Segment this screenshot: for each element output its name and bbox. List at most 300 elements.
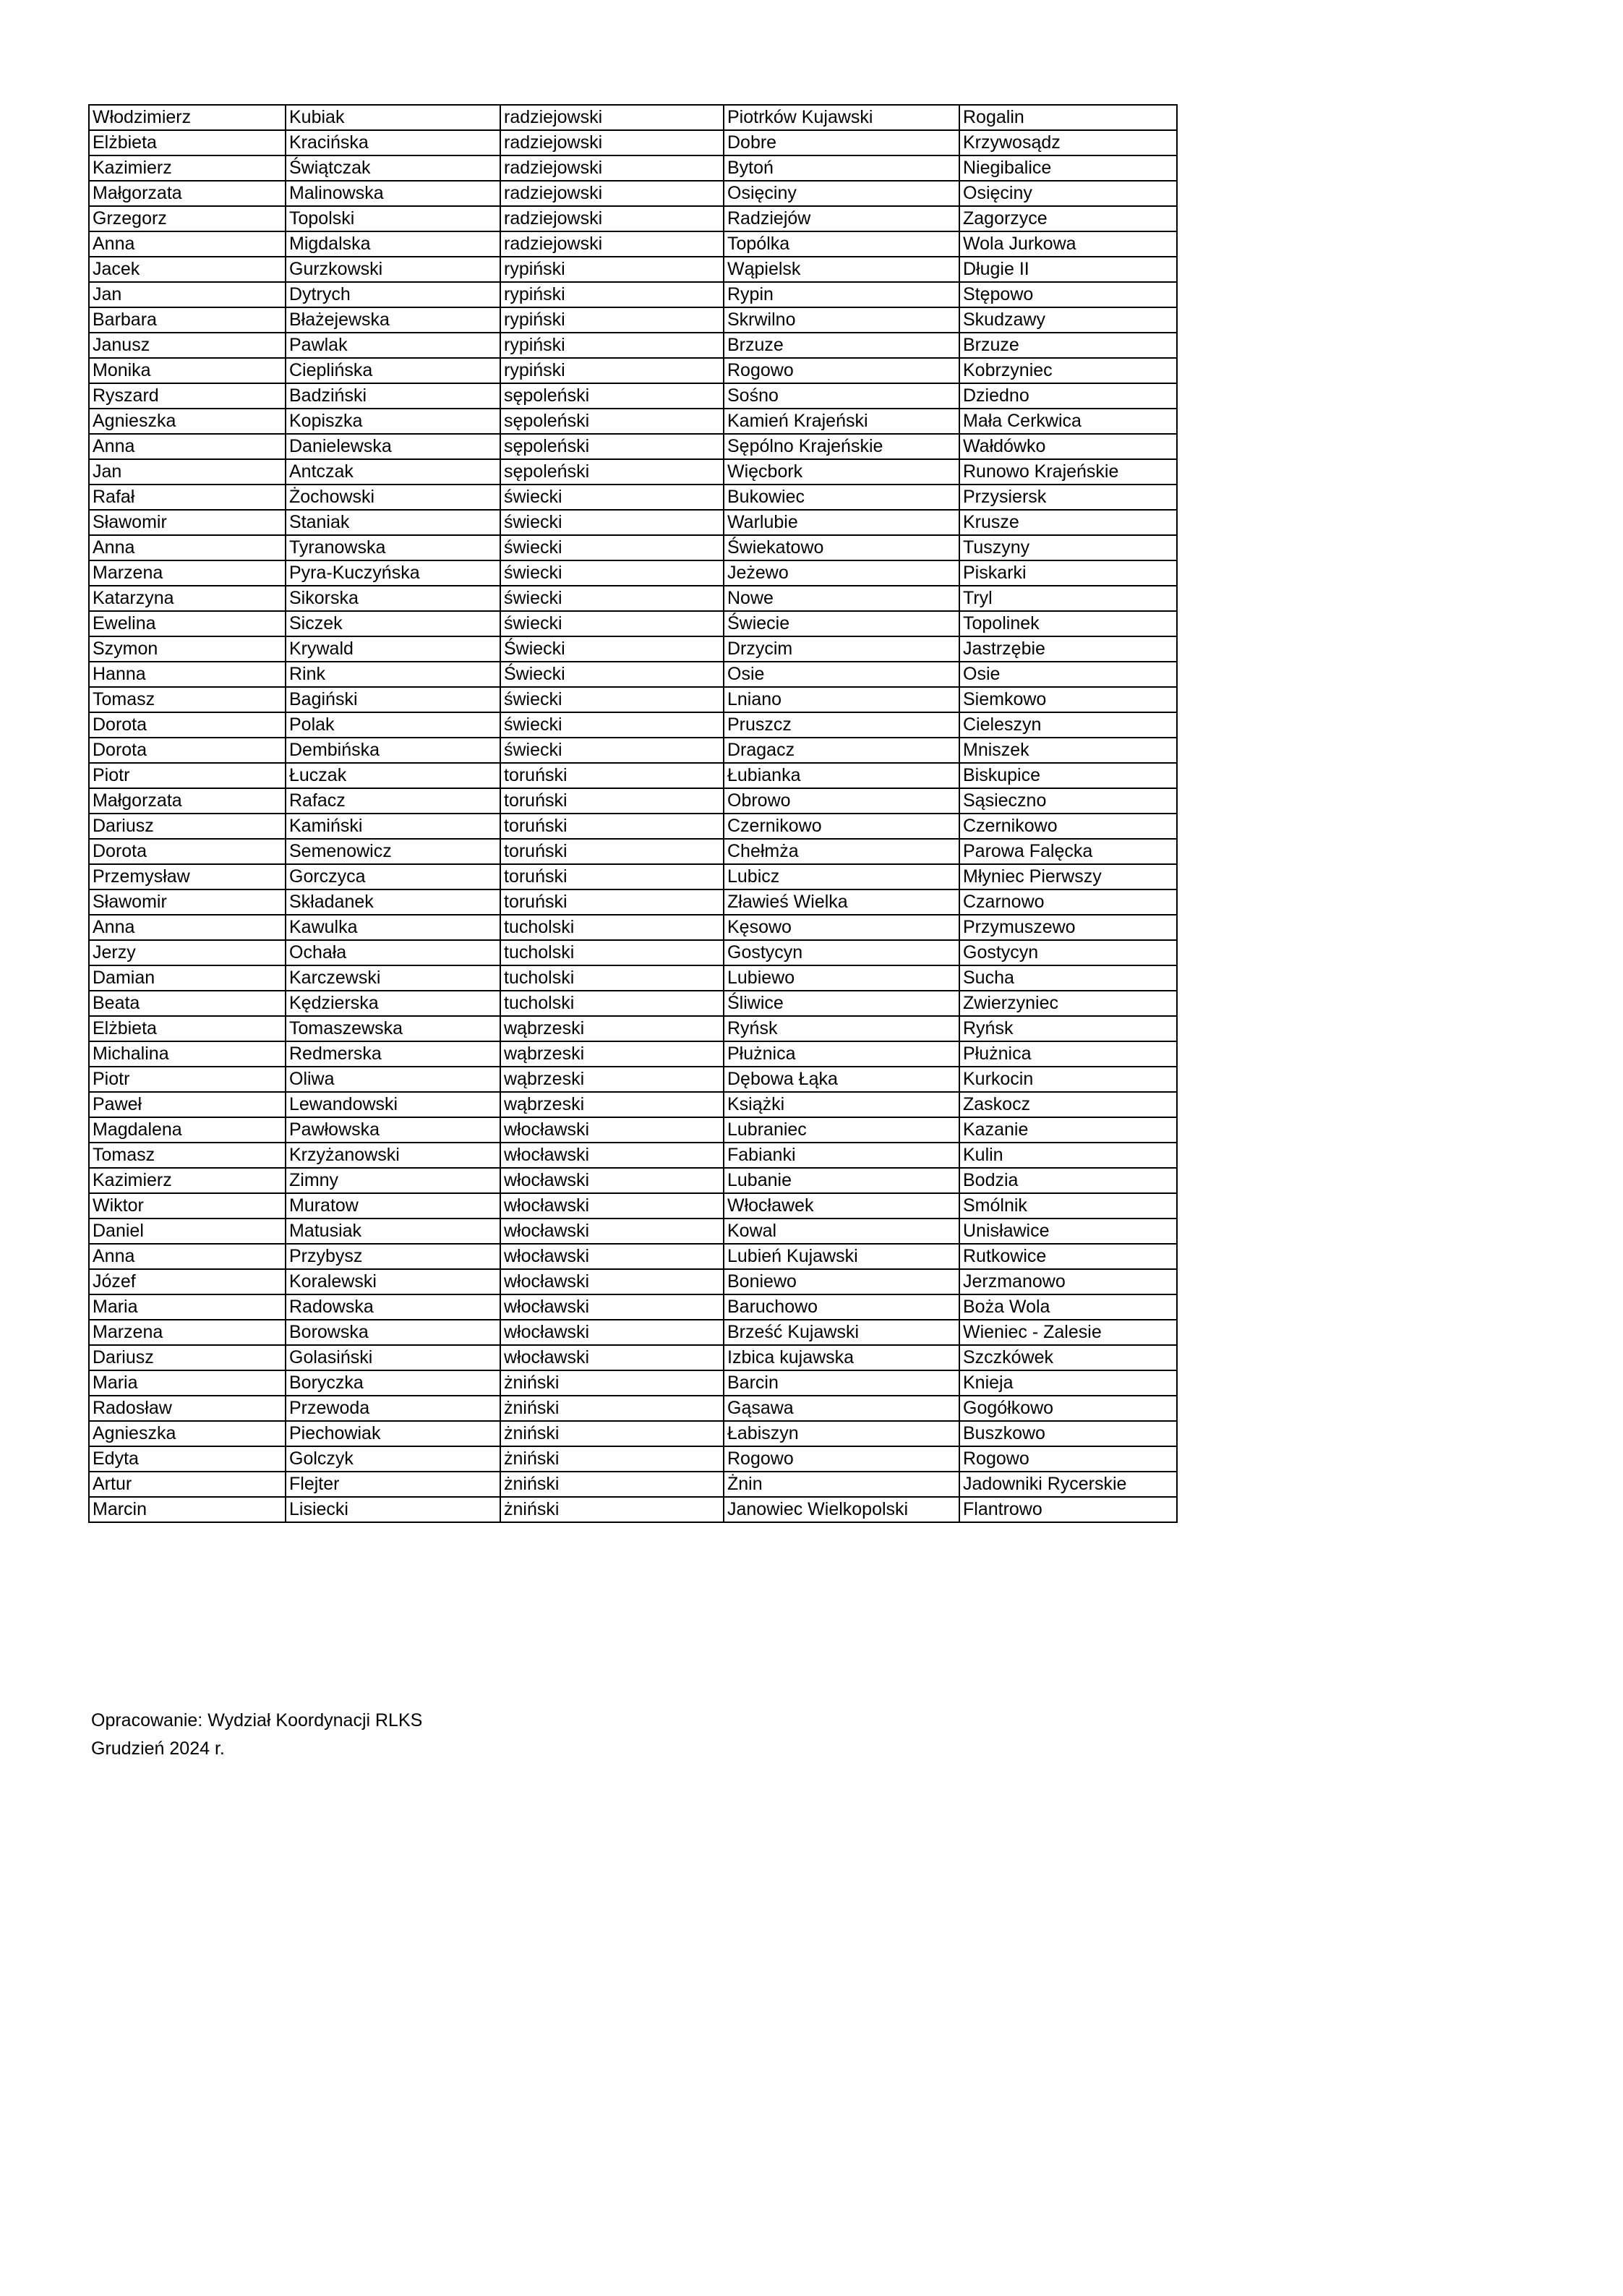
table-row <box>89 1041 1177 1067</box>
village-cell: Przymuszewo <box>959 915 1177 940</box>
municipality-cell: Lubiewo <box>724 965 959 991</box>
first-name-cell: Hanna <box>89 662 286 687</box>
county-cell: żniński <box>500 1421 724 1446</box>
last-name-cell: Dytrych <box>286 282 500 307</box>
municipality-cell: Rypin <box>724 282 959 307</box>
table-row <box>89 181 1177 206</box>
county-cell: radziejowski <box>500 231 724 257</box>
first-name-cell: Józef <box>89 1269 286 1294</box>
table-row <box>89 206 1177 231</box>
village-cell: Mniszek <box>959 738 1177 763</box>
last-name-cell: Piechowiak <box>286 1421 500 1446</box>
table-row <box>89 864 1177 889</box>
county-cell: Świecki <box>500 636 724 662</box>
last-name-cell: Świątczak <box>286 155 500 181</box>
first-name-cell: Artur <box>89 1472 286 1497</box>
county-cell: wąbrzeski <box>500 1016 724 1041</box>
last-name-cell: Cieplińska <box>286 358 500 383</box>
table-row <box>89 763 1177 788</box>
county-cell: rypiński <box>500 307 724 333</box>
table-row <box>89 915 1177 940</box>
village-cell: Zwierzyniec <box>959 991 1177 1016</box>
municipality-cell: Włocławek <box>724 1193 959 1219</box>
county-cell: żniński <box>500 1497 724 1522</box>
last-name-cell: Flejter <box>286 1472 500 1497</box>
village-cell: Cieleszyn <box>959 712 1177 738</box>
county-cell: radziejowski <box>500 130 724 155</box>
county-cell: wąbrzeski <box>500 1092 724 1117</box>
last-name-cell: Przybysz <box>286 1244 500 1269</box>
first-name-cell: Kazimierz <box>89 155 286 181</box>
county-cell: sępoleński <box>500 383 724 409</box>
county-cell: włocławski <box>500 1219 724 1244</box>
first-name-cell: Jan <box>89 282 286 307</box>
village-cell: Gogółkowo <box>959 1396 1177 1421</box>
municipality-cell: Lubień Kujawski <box>724 1244 959 1269</box>
first-name-cell: Dorota <box>89 839 286 864</box>
municipality-cell: Wąpielsk <box>724 257 959 282</box>
village-cell: Krusze <box>959 510 1177 535</box>
municipality-cell: Chełmża <box>724 839 959 864</box>
village-cell: Wałdówko <box>959 434 1177 459</box>
first-name-cell: Edyta <box>89 1446 286 1472</box>
last-name-cell: Przewoda <box>286 1396 500 1421</box>
first-name-cell: Agnieszka <box>89 1421 286 1446</box>
table-row <box>89 1193 1177 1219</box>
county-cell: włocławski <box>500 1294 724 1320</box>
village-cell: Biskupice <box>959 763 1177 788</box>
last-name-cell: Topolski <box>286 206 500 231</box>
first-name-cell: Anna <box>89 535 286 560</box>
first-name-cell: Grzegorz <box>89 206 286 231</box>
village-cell: Kobrzyniec <box>959 358 1177 383</box>
first-name-cell: Anna <box>89 1244 286 1269</box>
first-name-cell: Jan <box>89 459 286 485</box>
municipality-cell: Lubicz <box>724 864 959 889</box>
village-cell: Boża Wola <box>959 1294 1177 1320</box>
village-cell: Smólnik <box>959 1193 1177 1219</box>
table-row <box>89 940 1177 965</box>
first-name-cell: Tomasz <box>89 1143 286 1168</box>
county-cell: świecki <box>500 687 724 712</box>
first-name-cell: Katarzyna <box>89 586 286 611</box>
village-cell: Osięciny <box>959 181 1177 206</box>
table-row <box>89 586 1177 611</box>
table-row <box>89 434 1177 459</box>
table-row <box>89 991 1177 1016</box>
village-cell: Jastrzębie <box>959 636 1177 662</box>
table-row <box>89 409 1177 434</box>
first-name-cell: Przemysław <box>89 864 286 889</box>
last-name-cell: Błażejewska <box>286 307 500 333</box>
first-name-cell: Dorota <box>89 738 286 763</box>
last-name-cell: Zimny <box>286 1168 500 1193</box>
last-name-cell: Łuczak <box>286 763 500 788</box>
village-cell: Unisławice <box>959 1219 1177 1244</box>
village-cell: Czernikowo <box>959 814 1177 839</box>
prepared-by-note: Opracowanie: Wydział Koordynacji RLKS <box>91 1710 423 1730</box>
village-cell: Flantrowo <box>959 1497 1177 1522</box>
last-name-cell: Kubiak <box>286 105 500 130</box>
village-cell: Czarnowo <box>959 889 1177 915</box>
village-cell: Mała Cerkwica <box>959 409 1177 434</box>
county-cell: świecki <box>500 560 724 586</box>
first-name-cell: Anna <box>89 915 286 940</box>
municipality-cell: Świecie <box>724 611 959 636</box>
county-cell: świecki <box>500 485 724 510</box>
municipality-cell: Łabiszyn <box>724 1421 959 1446</box>
municipality-cell: Płużnica <box>724 1041 959 1067</box>
last-name-cell: Badziński <box>286 383 500 409</box>
county-cell: świecki <box>500 611 724 636</box>
table-row <box>89 1320 1177 1345</box>
municipality-cell: Pruszcz <box>724 712 959 738</box>
county-cell: świecki <box>500 738 724 763</box>
village-cell: Sucha <box>959 965 1177 991</box>
last-name-cell: Koralewski <box>286 1269 500 1294</box>
county-cell: sępoleński <box>500 434 724 459</box>
last-name-cell: Pawłowska <box>286 1117 500 1143</box>
municipality-cell: Janowiec Wielkopolski <box>724 1497 959 1522</box>
table-row <box>89 662 1177 687</box>
table-row <box>89 560 1177 586</box>
municipality-cell: Radziejów <box>724 206 959 231</box>
village-cell: Bodzia <box>959 1168 1177 1193</box>
first-name-cell: Dariusz <box>89 814 286 839</box>
municipality-cell: Dębowa Łąka <box>724 1067 959 1092</box>
county-cell: świecki <box>500 586 724 611</box>
county-cell: rypiński <box>500 358 724 383</box>
last-name-cell: Golczyk <box>286 1446 500 1472</box>
first-name-cell: Paweł <box>89 1092 286 1117</box>
municipality-cell: Kęsowo <box>724 915 959 940</box>
last-name-cell: Rink <box>286 662 500 687</box>
last-name-cell: Oliwa <box>286 1067 500 1092</box>
municipality-cell: Barcin <box>724 1370 959 1396</box>
municipality-cell: Łubianka <box>724 763 959 788</box>
table-row <box>89 1472 1177 1497</box>
village-cell: Buszkowo <box>959 1421 1177 1446</box>
table-row <box>89 1497 1177 1522</box>
municipality-cell: Dobre <box>724 130 959 155</box>
village-cell: Skudzawy <box>959 307 1177 333</box>
first-name-cell: Damian <box>89 965 286 991</box>
county-cell: toruński <box>500 763 724 788</box>
village-cell: Sąsieczno <box>959 788 1177 814</box>
village-cell: Dziedno <box>959 383 1177 409</box>
first-name-cell: Monika <box>89 358 286 383</box>
county-cell: włocławski <box>500 1320 724 1345</box>
county-cell: tucholski <box>500 915 724 940</box>
first-name-cell: Wiktor <box>89 1193 286 1219</box>
municipality-cell: Żnin <box>724 1472 959 1497</box>
municipality-cell: Gąsawa <box>724 1396 959 1421</box>
municipality-cell: Warlubie <box>724 510 959 535</box>
first-name-cell: Piotr <box>89 763 286 788</box>
table-row <box>89 889 1177 915</box>
village-cell: Kazanie <box>959 1117 1177 1143</box>
table-row <box>89 1117 1177 1143</box>
first-name-cell: Radosław <box>89 1396 286 1421</box>
village-cell: Tryl <box>959 586 1177 611</box>
first-name-cell: Maria <box>89 1294 286 1320</box>
municipality-cell: Śliwice <box>724 991 959 1016</box>
county-cell: tucholski <box>500 940 724 965</box>
first-name-cell: Beata <box>89 991 286 1016</box>
county-cell: świecki <box>500 510 724 535</box>
municipality-cell: Lubraniec <box>724 1117 959 1143</box>
first-name-cell: Kazimierz <box>89 1168 286 1193</box>
table-row <box>89 1143 1177 1168</box>
first-name-cell: Rafał <box>89 485 286 510</box>
first-name-cell: Jacek <box>89 257 286 282</box>
first-name-cell: Janusz <box>89 333 286 358</box>
table-row <box>89 510 1177 535</box>
last-name-cell: Muratow <box>286 1193 500 1219</box>
last-name-cell: Gurzkowski <box>286 257 500 282</box>
last-name-cell: Redmerska <box>286 1041 500 1067</box>
first-name-cell: Michalina <box>89 1041 286 1067</box>
table-row <box>89 687 1177 712</box>
table-row <box>89 738 1177 763</box>
last-name-cell: Krzyżanowski <box>286 1143 500 1168</box>
village-cell: Stępowo <box>959 282 1177 307</box>
village-cell: Parowa Falęcka <box>959 839 1177 864</box>
table-row <box>89 1092 1177 1117</box>
municipality-cell: Więcbork <box>724 459 959 485</box>
county-cell: wąbrzeski <box>500 1041 724 1067</box>
village-cell: Piskarki <box>959 560 1177 586</box>
table-row <box>89 130 1177 155</box>
county-cell: rypiński <box>500 282 724 307</box>
last-name-cell: Kędzierska <box>286 991 500 1016</box>
first-name-cell: Jerzy <box>89 940 286 965</box>
county-cell: włocławski <box>500 1143 724 1168</box>
last-name-cell: Tomaszewska <box>286 1016 500 1041</box>
first-name-cell: Anna <box>89 231 286 257</box>
table-row <box>89 1294 1177 1320</box>
municipality-cell: Dragacz <box>724 738 959 763</box>
village-cell: Jerzmanowo <box>959 1269 1177 1294</box>
municipality-cell: Zławieś Wielka <box>724 889 959 915</box>
last-name-cell: Dembińska <box>286 738 500 763</box>
last-name-cell: Ochała <box>286 940 500 965</box>
county-cell: włocławski <box>500 1244 724 1269</box>
county-cell: radziejowski <box>500 181 724 206</box>
last-name-cell: Karczewski <box>286 965 500 991</box>
municipality-cell: Brześć Kujawski <box>724 1320 959 1345</box>
first-name-cell: Marzena <box>89 560 286 586</box>
county-cell: sępoleński <box>500 459 724 485</box>
county-cell: toruński <box>500 889 724 915</box>
first-name-cell: Elżbieta <box>89 1016 286 1041</box>
last-name-cell: Borowska <box>286 1320 500 1345</box>
village-cell: Zagorzyce <box>959 206 1177 231</box>
first-name-cell: Marzena <box>89 1320 286 1345</box>
last-name-cell: Składanek <box>286 889 500 915</box>
municipality-cell: Piotrków Kujawski <box>724 105 959 130</box>
table-row <box>89 1016 1177 1041</box>
table-row <box>89 839 1177 864</box>
village-cell: Przysiersk <box>959 485 1177 510</box>
municipality-cell: Baruchowo <box>724 1294 959 1320</box>
village-cell: Jadowniki Rycerskie <box>959 1472 1177 1497</box>
county-cell: radziejowski <box>500 206 724 231</box>
county-cell: włocławski <box>500 1193 724 1219</box>
municipality-cell: Osie <box>724 662 959 687</box>
last-name-cell: Kawulka <box>286 915 500 940</box>
county-cell: włocławski <box>500 1269 724 1294</box>
municipality-cell: Jeżewo <box>724 560 959 586</box>
table-row <box>89 1345 1177 1370</box>
municipality-cell: Ryńsk <box>724 1016 959 1041</box>
county-cell: toruński <box>500 814 724 839</box>
table-row <box>89 636 1177 662</box>
county-cell: toruński <box>500 839 724 864</box>
village-cell: Kulin <box>959 1143 1177 1168</box>
last-name-cell: Lewandowski <box>286 1092 500 1117</box>
municipality-cell: Obrowo <box>724 788 959 814</box>
municipality-cell: Nowe <box>724 586 959 611</box>
municipality-cell: Osięciny <box>724 181 959 206</box>
village-cell: Tuszyny <box>959 535 1177 560</box>
last-name-cell: Kracińska <box>286 130 500 155</box>
last-name-cell: Tyranowska <box>286 535 500 560</box>
county-cell: żniński <box>500 1370 724 1396</box>
table-row <box>89 535 1177 560</box>
table-row <box>89 1067 1177 1092</box>
village-cell: Rogalin <box>959 105 1177 130</box>
municipality-cell: Topólka <box>724 231 959 257</box>
municipality-cell: Książki <box>724 1092 959 1117</box>
municipality-cell: Gostycyn <box>724 940 959 965</box>
first-name-cell: Tomasz <box>89 687 286 712</box>
municipality-cell: Fabianki <box>724 1143 959 1168</box>
table-row <box>89 1219 1177 1244</box>
document-footer <box>91 1707 422 1763</box>
last-name-cell: Kamiński <box>286 814 500 839</box>
county-cell: toruński <box>500 788 724 814</box>
first-name-cell: Ryszard <box>89 383 286 409</box>
table-row <box>89 712 1177 738</box>
table-row <box>89 485 1177 510</box>
last-name-cell: Danielewska <box>286 434 500 459</box>
table-row <box>89 231 1177 257</box>
last-name-cell: Rafacz <box>286 788 500 814</box>
county-cell: żniński <box>500 1446 724 1472</box>
last-name-cell: Golasiński <box>286 1345 500 1370</box>
table-row <box>89 333 1177 358</box>
first-name-cell: Dorota <box>89 712 286 738</box>
county-cell: tucholski <box>500 991 724 1016</box>
village-cell: Kurkocin <box>959 1067 1177 1092</box>
last-name-cell: Semenowicz <box>286 839 500 864</box>
table-row <box>89 788 1177 814</box>
village-cell: Niegibalice <box>959 155 1177 181</box>
village-cell: Rogowo <box>959 1446 1177 1472</box>
village-cell: Siemkowo <box>959 687 1177 712</box>
village-cell: Osie <box>959 662 1177 687</box>
table-row <box>89 1370 1177 1396</box>
table-row <box>89 459 1177 485</box>
table-row <box>89 611 1177 636</box>
last-name-cell: Antczak <box>286 459 500 485</box>
village-cell: Młyniec Pierwszy <box>959 864 1177 889</box>
first-name-cell: Agnieszka <box>89 409 286 434</box>
municipality-cell: Rogowo <box>724 1446 959 1472</box>
village-cell: Zaskocz <box>959 1092 1177 1117</box>
county-cell: Świecki <box>500 662 724 687</box>
county-cell: sępoleński <box>500 409 724 434</box>
first-name-cell: Maria <box>89 1370 286 1396</box>
village-cell: Ryńsk <box>959 1016 1177 1041</box>
last-name-cell: Lisiecki <box>286 1497 500 1522</box>
first-name-cell: Magdalena <box>89 1117 286 1143</box>
last-name-cell: Bagiński <box>286 687 500 712</box>
village-cell: Gostycyn <box>959 940 1177 965</box>
last-name-cell: Radowska <box>286 1294 500 1320</box>
document-date: Grudzień 2024 r. <box>91 1738 225 1759</box>
table-row <box>89 383 1177 409</box>
last-name-cell: Pyra-Kuczyńska <box>286 560 500 586</box>
first-name-cell: Małgorzata <box>89 181 286 206</box>
county-cell: radziejowski <box>500 155 724 181</box>
county-cell: włocławski <box>500 1117 724 1143</box>
village-cell: Szczkówek <box>959 1345 1177 1370</box>
county-cell: żniński <box>500 1472 724 1497</box>
county-cell: tucholski <box>500 965 724 991</box>
table-row <box>89 1244 1177 1269</box>
municipality-cell: Boniewo <box>724 1269 959 1294</box>
municipality-cell: Sępólno Krajeńskie <box>724 434 959 459</box>
first-name-cell: Ewelina <box>89 611 286 636</box>
village-cell: Krzywosądz <box>959 130 1177 155</box>
table-row <box>89 358 1177 383</box>
first-name-cell: Sławomir <box>89 510 286 535</box>
table-row <box>89 965 1177 991</box>
last-name-cell: Kopiszka <box>286 409 500 434</box>
last-name-cell: Staniak <box>286 510 500 535</box>
municipality-cell: Rogowo <box>724 358 959 383</box>
municipality-cell: Lniano <box>724 687 959 712</box>
village-cell: Długie II <box>959 257 1177 282</box>
village-cell: Wieniec - Zalesie <box>959 1320 1177 1345</box>
last-name-cell: Migdalska <box>286 231 500 257</box>
first-name-cell: Dariusz <box>89 1345 286 1370</box>
county-cell: radziejowski <box>500 105 724 130</box>
last-name-cell: Polak <box>286 712 500 738</box>
table-row <box>89 1396 1177 1421</box>
first-name-cell: Małgorzata <box>89 788 286 814</box>
last-name-cell: Żochowski <box>286 485 500 510</box>
table-row <box>89 282 1177 307</box>
table-row <box>89 105 1177 130</box>
municipality-cell: Sośno <box>724 383 959 409</box>
first-name-cell: Marcin <box>89 1497 286 1522</box>
first-name-cell: Sławomir <box>89 889 286 915</box>
table-row <box>89 1421 1177 1446</box>
county-cell: włocławski <box>500 1168 724 1193</box>
table-row <box>89 307 1177 333</box>
county-cell: toruński <box>500 864 724 889</box>
village-cell: Topolinek <box>959 611 1177 636</box>
last-name-cell: Matusiak <box>286 1219 500 1244</box>
county-cell: świecki <box>500 712 724 738</box>
last-name-cell: Krywald <box>286 636 500 662</box>
table-row <box>89 155 1177 181</box>
last-name-cell: Malinowska <box>286 181 500 206</box>
roster-table-body <box>89 105 1177 1522</box>
